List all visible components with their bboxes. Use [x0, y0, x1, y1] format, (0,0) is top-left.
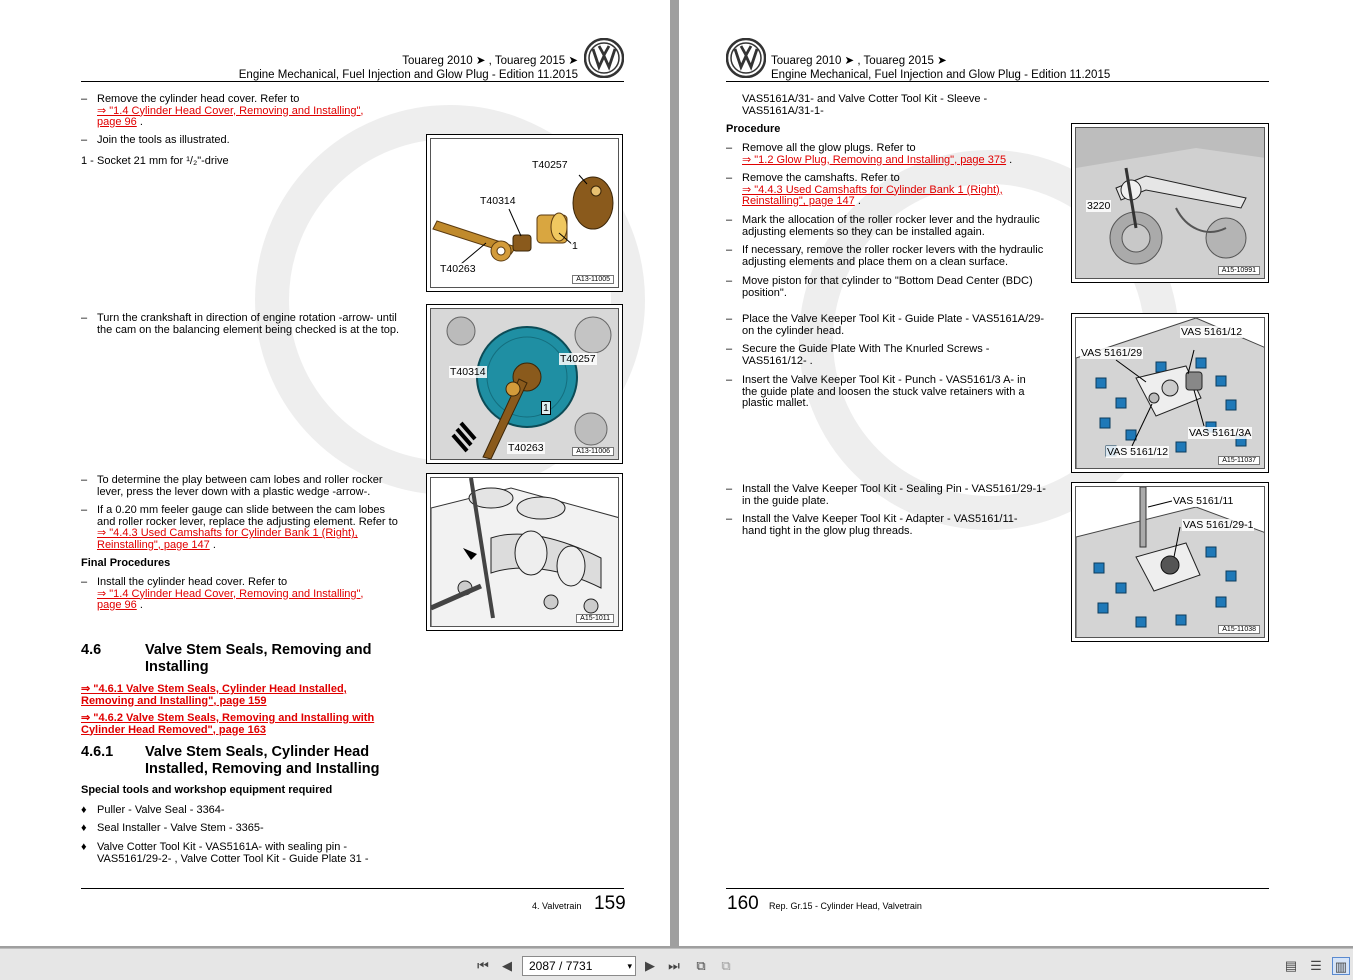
- figure-rocker-lever: [426, 473, 623, 631]
- procedure-heading: Procedure: [726, 123, 781, 135]
- bottom-toolbar: [0, 948, 1353, 980]
- page-number: 159: [594, 893, 626, 914]
- single-page-view-icon[interactable]: ▤: [1284, 958, 1298, 973]
- figure-code: A15-1011: [576, 614, 614, 623]
- vw-logo: [584, 38, 624, 78]
- label-vas-5161-3a: VAS 5161/3A: [1189, 427, 1252, 439]
- cylinder-head-drawing: [1076, 318, 1265, 469]
- label-t40263: T40263: [508, 442, 544, 454]
- label-t40257: T40257: [560, 353, 596, 365]
- label-vas-5161-12: VAS 5161/12: [1107, 446, 1169, 458]
- header-edition: Engine Mechanical, Fuel Injection and Glow Plug - Edition 11.2015: [238, 69, 578, 81]
- label-vas-5161-29: VAS 5161/29: [1081, 347, 1143, 359]
- figure-crankshaft: [426, 304, 623, 464]
- footer-section: 4. Valvetrain: [532, 901, 582, 911]
- header-rule: [726, 81, 1269, 82]
- header-rule: [81, 81, 624, 82]
- label-vas-5161-12: VAS 5161/12: [1181, 326, 1243, 338]
- vw-logo: [726, 38, 766, 78]
- engine-drawing: [431, 309, 619, 460]
- label-1: 1: [543, 402, 549, 414]
- page-number-field[interactable]: [522, 956, 636, 976]
- label-t40314: T40314: [450, 366, 486, 378]
- figure-guide-plate: [1071, 313, 1269, 473]
- link-cover[interactable]: ⇒ "1.4 Cylinder Head Cover, Removing and Installing", page 96: [97, 587, 364, 611]
- step-text: Remove the cylinder head cover. Refer to: [97, 93, 300, 105]
- figure-adapter: [1071, 482, 1269, 642]
- first-page-icon[interactable]: ⏮: [477, 958, 489, 973]
- link-camshafts[interactable]: ⇒ "4.4.3 Used Camshafts for Cylinder Bank 1 (Right), Reinstalling", page 147: [97, 527, 358, 551]
- link-cover[interactable]: ⇒ "1.4 Cylinder Head Cover, Removing and Installing", page 96: [97, 104, 364, 128]
- camshaft-drawing: [431, 478, 619, 627]
- two-page-view-icon[interactable]: ▥: [1332, 957, 1350, 975]
- adapter-drawing: [1076, 487, 1265, 638]
- header-models: Touareg 2010 ➤ , Touareg 2015 ➤: [771, 55, 947, 67]
- page-160: Touareg 2010 ➤ , Touareg 2015 ➤ Engine Mechanical, Fuel Injection and Glow Plug - Edition 11.2015 VAS5161A/31- and Valve Cotter Tool Kit - Sleeve - VAS5161A/31-1- Procedure – Remove all the glow plugs. Refer to ⇒ "1.2 Glow Plug, Removing and Installing", page 375 . – Remove the camshafts. Refer to ⇒ "4.4.3 Used Camshafts for Cylinder Bank 1 (Right), Reinstalling", page 147 . – Mark the allocation of the roller rocker lever and the hydraulic adjusting elements so they can be installed again. – If necessary, remove the roller rocker levers with the hydraulic adjusting elements and place them on a clean surface. – Move piston for that cylinder to "Bottom Dead Center (BDC) position". – Place the Valve Keeper Tool Kit - Guide Plate - VAS5161A/29- on the cylinder head. – Secure the Guide Plate With The Knurled Screws - VAS5161/12- . – Insert the Valve Keeper Tool Kit - Punch - VAS5161/3 A- in the guide plate and loosen the stuck valve retainers with a plastic mallet. – Install the Valve Keeper Tool Kit - Sealing Pin - VAS5161/29-1- in the guide plate. – Install the Valve Keeper Tool Kit - Adapter - VAS5161/11- hand tight in the glow plug threads. 3220 A15-10991 VAS 5161/12 VAS 5161/29 VAS 5161/3A VAS 5161/12 A15-11037 VAS 5161/11 VAS 5161/29-1 A15-11038 160 Rep. Gr.15 - Cylinder Head, Valvetrain: [679, 0, 1353, 946]
- label-t40257: T40257: [532, 159, 568, 171]
- go-back-icon[interactable]: ⧉: [696, 958, 706, 973]
- label-1: 1: [572, 240, 578, 252]
- continuous-view-icon[interactable]: ☰: [1310, 958, 1322, 973]
- figure-code: A13-11006: [572, 447, 614, 456]
- label-t40314: T40314: [480, 195, 516, 207]
- figure-code: A15-11038: [1218, 625, 1260, 634]
- footer-section: Rep. Gr.15 - Cylinder Head, Valvetrain: [769, 901, 922, 911]
- section-number-4-6: 4.6: [81, 642, 102, 658]
- section-title-4-6: Valve Stem Seals, Removing and Installing: [145, 642, 372, 675]
- section-title-4-6-1: Valve Stem Seals, Cylinder Head Installed, Removing and Installing: [145, 744, 380, 777]
- last-page-icon[interactable]: ⏭: [668, 958, 680, 973]
- next-page-icon[interactable]: ▶: [645, 958, 655, 973]
- header-edition: Engine Mechanical, Fuel Injection and Glow Plug - Edition 11.2015: [771, 69, 1111, 81]
- header-models: Touareg 2010 ➤ , Touareg 2015 ➤: [402, 55, 578, 67]
- link-4-6-2[interactable]: ⇒ "4.6.2 Valve Stem Seals, Removing and Installing with Cylinder Head Removed", page 163: [81, 712, 375, 736]
- figure-tool-assembly: [426, 134, 623, 292]
- page-159: Touareg 2010 ➤ , Touareg 2015 ➤ Engine Mechanical, Fuel Injection and Glow Plug - Edition 11.2015 – Remove the cylinder head cover. Refer to ⇒ "1.4 Cylinder Head Cover, Removing and Installing", page 96 . – Join the tools as illustrated. 1 - Socket 21 mm for ¹/₂"-drive T40257 T40314 1 T40263 A13-11005 – Turn the crankshaft in direction of engine rotation -arrow- until the cam on the balancing element being checked is at the top. T40257 T40314 1 T40263 A13-11006 – To determine the play between cam lobes and roller rocker lever, press the lever down with a plastic wedge -arrow-. – If a 0.20 mm feeler gauge can slide between the cam lobes and roller rocker lever, replace the adjusting element. Refer to ⇒ "4.4.3 Used Camshafts for Cylinder Bank 1 (Right), Reinstalling", page 147 . Final Procedures – Install the cylinder head cover. Refer to ⇒ "1.4 Cylinder Head Cover, Removing and Installing", page 96 . A15-1011 4.6 Valve Stem Seals, Removing and Installing ⇒ "4.6.1 Valve Stem Seals, Cylinder Head Installed, Removing and Installing", page 159 ⇒ "4.6.2 Valve Stem Seals, Removing and Installing with Cylinder Head Removed", page 163 4.6.1 Valve Stem Seals, Cylinder Head Installed, Removing and Installing Special tools and workshop equipment required ♦ Puller - Valve Seal - 3364- ♦ Seal Installer - Valve Stem - 3365- ♦ Valve Cotter Tool Kit - VAS5161A- with sealing pin - VAS5161/29-2- , Valve Cotter Tool Kit - Guide Plate 31 - 4. Valvetrain 159: [0, 0, 670, 946]
- figure-code: A13-11005: [572, 275, 614, 284]
- label-vas-5161-29-1: VAS 5161/29-1: [1183, 519, 1254, 531]
- footer-rule: [726, 888, 1269, 889]
- link-camshafts[interactable]: ⇒ "4.4.3 Used Camshafts for Cylinder Bank 1 (Right), Reinstalling", page 147: [742, 183, 1003, 207]
- special-tools-heading: Special tools and workshop equipment required: [81, 784, 333, 796]
- figure-engine-3220: [1071, 123, 1269, 283]
- label-t40263: T40263: [440, 263, 476, 275]
- link-4-6-1[interactable]: ⇒ "4.6.1 Valve Stem Seals, Cylinder Head Installed, Removing and Installing", page 159: [81, 683, 347, 707]
- final-procedures-heading: Final Procedures: [81, 557, 171, 569]
- dropdown-arrow-icon[interactable]: ▾: [627, 961, 632, 971]
- previous-page-icon[interactable]: ◀: [502, 958, 512, 973]
- label-3220: 3220: [1087, 200, 1111, 212]
- page-number: 160: [727, 893, 759, 914]
- figure-code: A15-10991: [1218, 266, 1260, 275]
- figure-code: A15-11037: [1218, 456, 1260, 465]
- link-glow-plug[interactable]: ⇒ "1.2 Glow Plug, Removing and Installing", page 375: [742, 153, 1007, 166]
- page-number-value: 2087 / 7731: [529, 959, 593, 973]
- footer-rule: [81, 888, 624, 889]
- label-vas-5161-11: VAS 5161/11: [1173, 495, 1234, 507]
- continuation-text: VAS5161A/31- and Valve Cotter Tool Kit - Sleeve - VAS5161A/31-1-: [742, 93, 988, 117]
- section-number-4-6-1: 4.6.1: [81, 744, 114, 760]
- go-forward-icon[interactable]: ⧉: [721, 958, 731, 973]
